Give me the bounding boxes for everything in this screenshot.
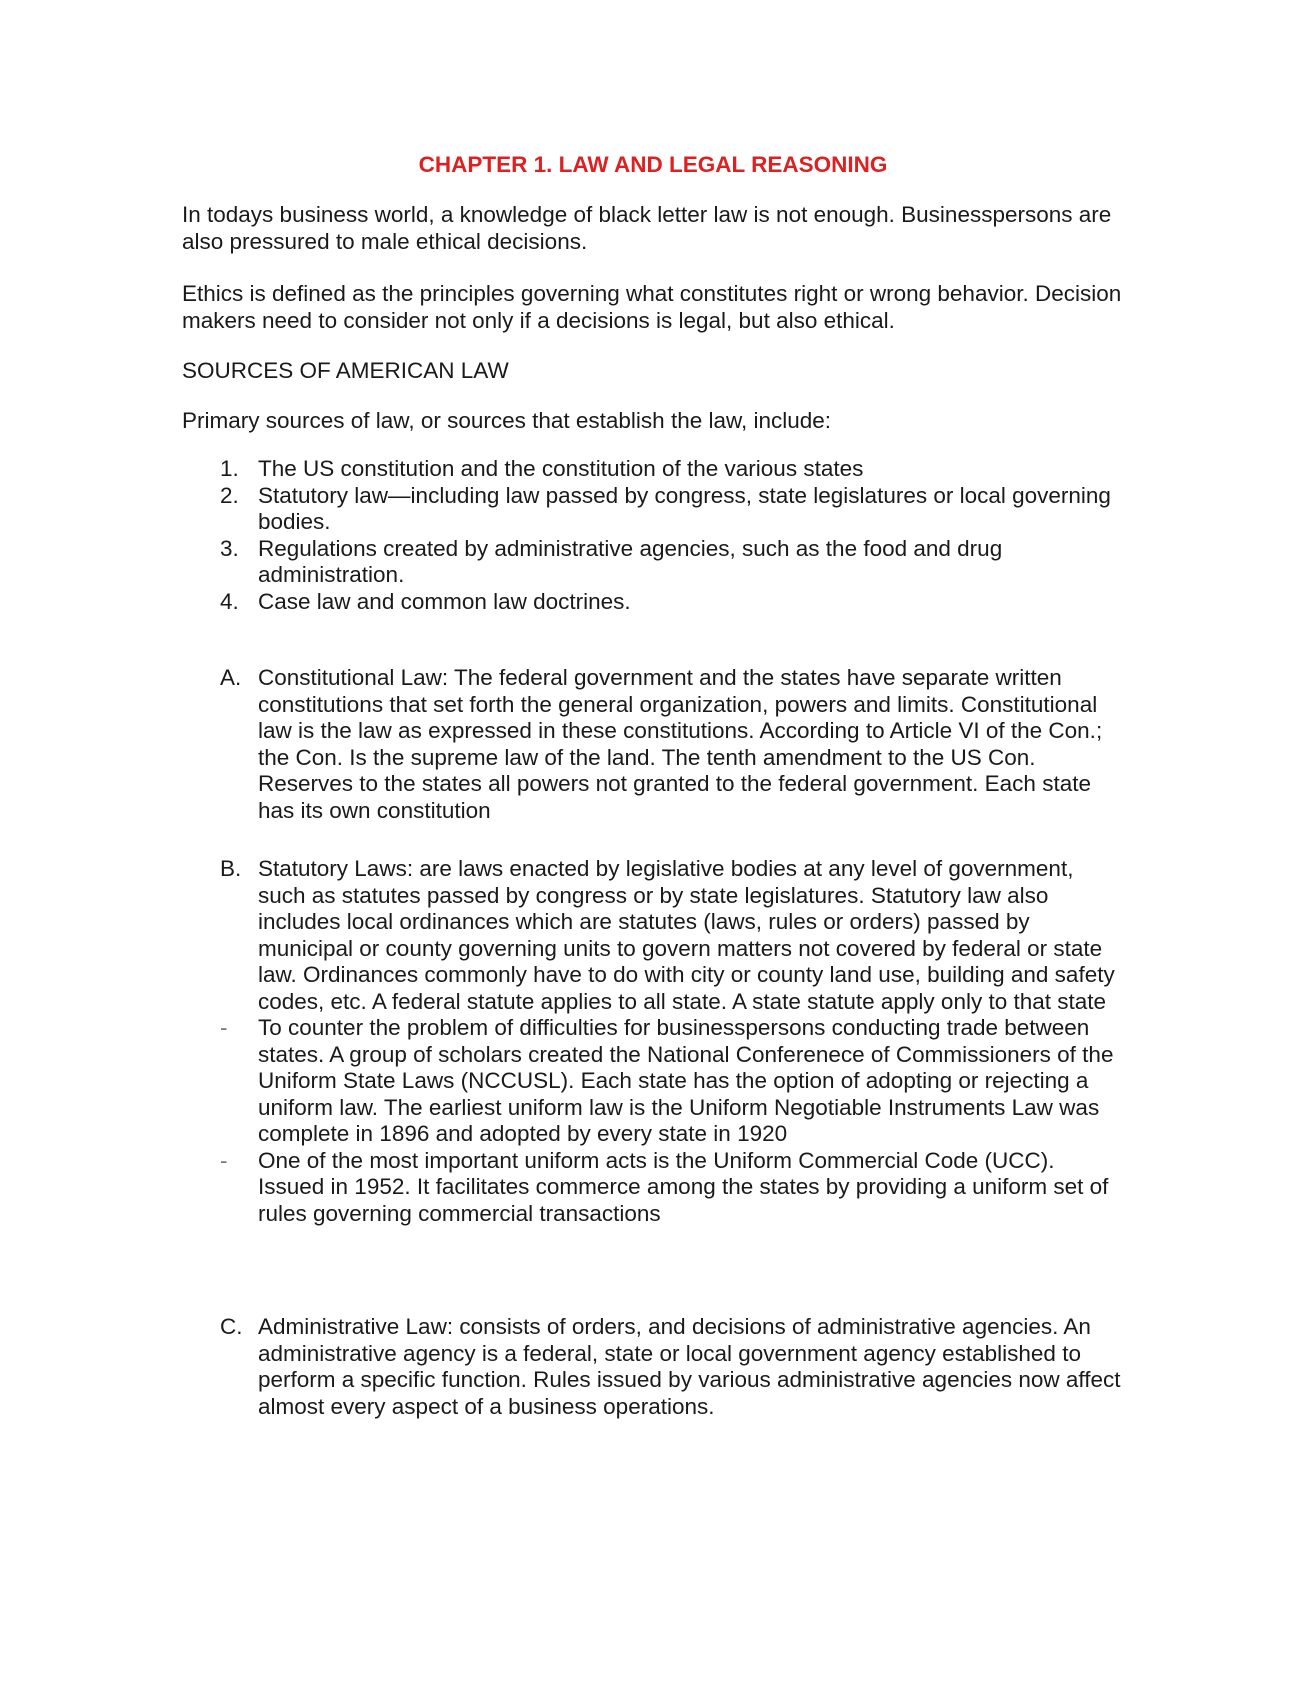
list-item-text: The US constitution and the constitution of the various states xyxy=(258,456,864,481)
list-marker: C. xyxy=(220,1314,243,1339)
list-item xyxy=(182,536,1122,589)
administrative-law-section xyxy=(182,1314,1122,1420)
statutory-law-section xyxy=(182,856,1122,1227)
intro-paragraph-2: Ethics is defined as the principles governing what constitutes right or wrong behavior. Decision makers need to consider not only if a decisions is legal, but also ethical. xyxy=(182,281,1122,333)
primary-sources-list xyxy=(182,456,1122,615)
constitutional-law-section xyxy=(182,665,1122,824)
section-a-text: Constitutional Law: The federal government and the states have separate written constitutions that set forth the general organization, powers and limits. Constitutional law is the law as expressed in these constitutions. According to Article VI of the Con.; the Con. Is the supreme law of the land. The tenth amendment to the US Con. Reserves to the states all powers not granted to the federal government. Each state has its own constitution xyxy=(258,665,1103,823)
list-item xyxy=(182,856,1122,1015)
bullet-dash: - xyxy=(220,1015,228,1040)
bullet-text: One of the most important uniform acts is the Uniform Commercial Code (UCC). Issued in 1952. It facilitates commerce among the states by providing a uniform set of rules governing commercial transactions xyxy=(258,1147,1109,1226)
section-b-text: Statutory Laws: are laws enacted by legislative bodies at any level of government, such as statutes passed by congress or by state legislatures. Statutory law also includes local ordinances which are statutes (laws, rules or orders) passed by municipal or county governing units to govern matters not covered by federal or state law. Ordinances commonly have to do with city or county land use, building and safety codes, etc. A federal statute applies to all state. A state statute apply only to that state xyxy=(258,856,1115,1014)
list-item xyxy=(182,483,1122,536)
list-marker: 1. xyxy=(220,456,239,481)
list-marker: B. xyxy=(220,856,242,881)
list-item-text: Case law and common law doctrines. xyxy=(258,588,631,614)
intro-paragraph-1: In todays business world, a knowledge of black letter law is not enough. Businesspersons are also pressured to male ethical decisions. xyxy=(182,202,1112,254)
list-item xyxy=(182,1148,1122,1228)
section-c-text: Administrative Law: consists of orders, and decisions of administrative agencies. An administrative agency is a federal, state or local government agency established to perform a specific function. Rules issued by various administrative agencies now affect almost every aspect of a business operations. xyxy=(258,1314,1121,1419)
bullet-dash: - xyxy=(220,1147,228,1173)
list-marker: A. xyxy=(220,665,242,690)
list-marker: 3. xyxy=(220,535,239,561)
list-item xyxy=(182,589,1122,616)
list-item-text: Statutory law—including law passed by congress, state legislatures or local governing bodies. xyxy=(258,482,1111,534)
bullet-text: To counter the problem of difficulties for businesspersons conducting trade between states. A group of scholars created the National Conferenece of Commissioners of the Uniform State Laws (NCCUSL). Each state has the option of adopting or rejecting a uniform law. The earliest uniform law is the Uniform Negotiable Instruments Law was complete in 1896 and adopted by every state in 1920 xyxy=(258,1015,1114,1146)
section-heading: SOURCES OF AMERICAN LAW xyxy=(182,358,509,383)
list-marker: 4. xyxy=(220,588,239,614)
list-item xyxy=(182,1314,1122,1420)
list-item xyxy=(182,456,1122,483)
list-item xyxy=(182,1015,1122,1148)
chapter-title: CHAPTER 1. LAW AND LEGAL REASONING xyxy=(418,152,888,177)
list-item xyxy=(182,665,1122,824)
list-marker: 2. xyxy=(220,482,239,508)
primary-sources-intro: Primary sources of law, or sources that establish the law, include: xyxy=(182,408,832,433)
list-item-text: Regulations created by administrative agencies, such as the food and drug administration. xyxy=(258,535,1003,587)
